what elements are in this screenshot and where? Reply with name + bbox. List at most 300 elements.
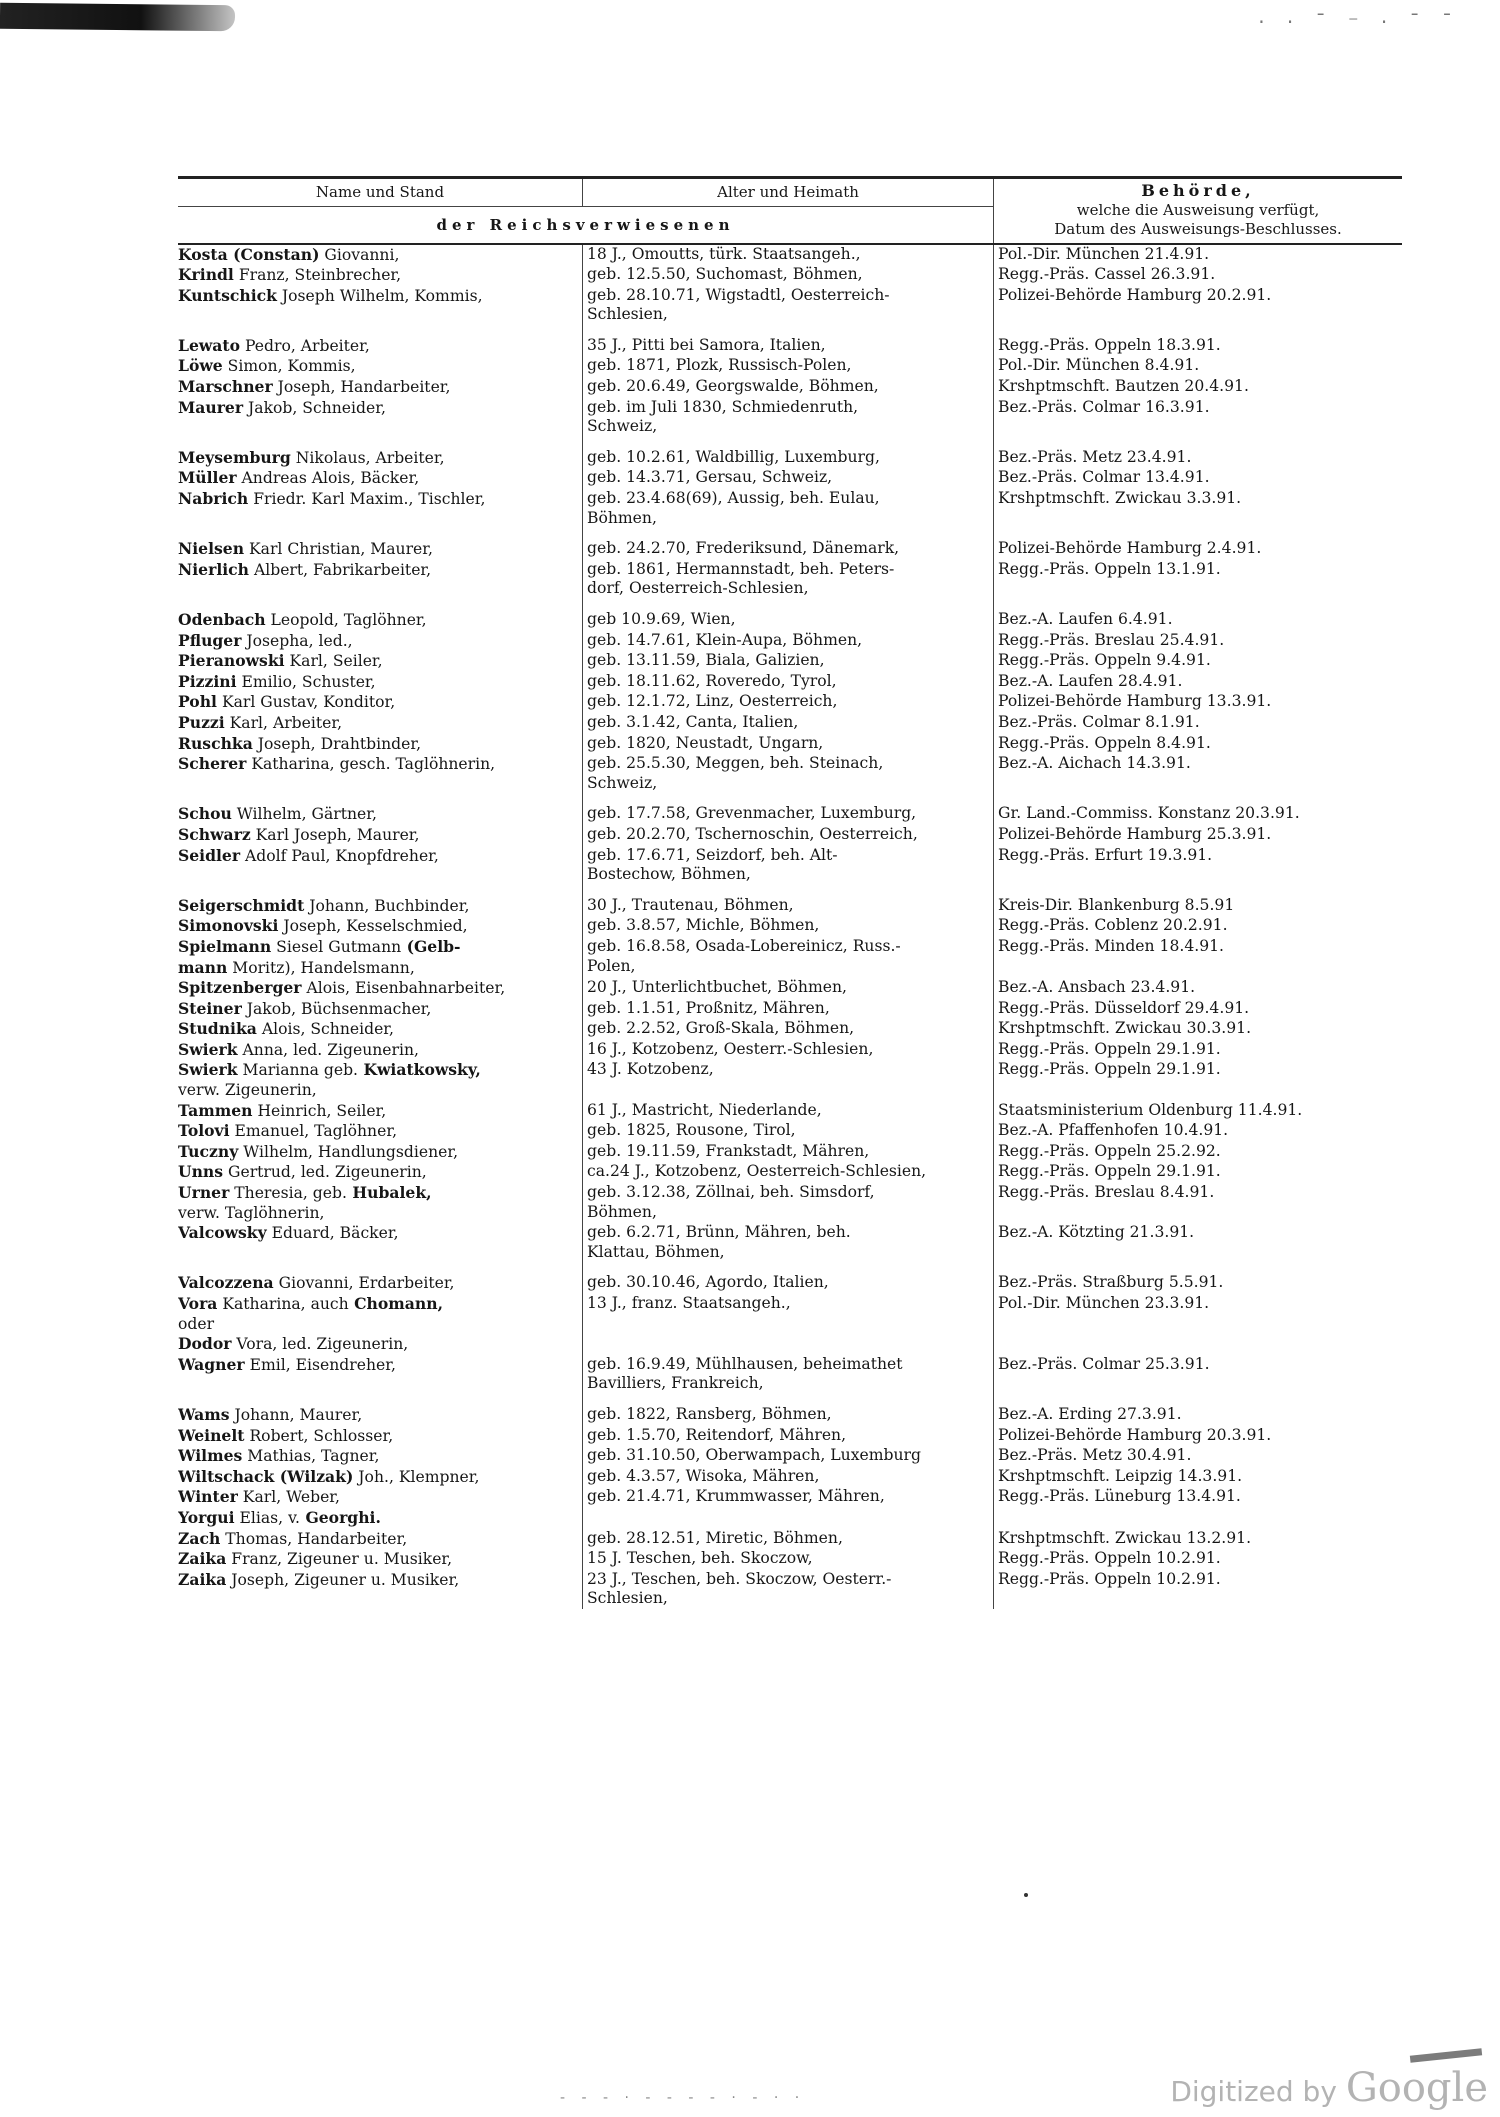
spacer-cell (993, 528, 1402, 539)
header-span-title: der Reichsverwiesenen (436, 216, 735, 235)
authority-cell (993, 1101, 1402, 1122)
age-home-line: Schlesien, (587, 1589, 668, 1608)
name-cell (178, 1529, 582, 1550)
age-home-line: 18 J., Omoutts, türk. Staatsangeh., (587, 244, 861, 263)
given-name-and-status: Karl, Weber, (237, 1488, 340, 1507)
surname: Wams (178, 1404, 230, 1424)
alias-surname-cont: mann (178, 957, 228, 977)
authority-date: Krshptmschft. Zwickau 13.2.91. (998, 1528, 1252, 1547)
authority-cell (993, 631, 1402, 652)
age-home-line: geb. 10.2.61, Waldbillig, Luxemburg, (587, 447, 880, 466)
table-row (178, 1549, 1402, 1570)
age-home-cell (582, 937, 993, 978)
age-home-cell (582, 1446, 993, 1467)
table-row (178, 651, 1402, 672)
table-row (178, 1529, 1402, 1550)
row-spacer (178, 1262, 1402, 1273)
age-home-line: 43 J. Kotzobenz, (587, 1060, 714, 1079)
name-cell (178, 398, 582, 437)
authority-cell (993, 978, 1402, 999)
name-cell (178, 1467, 582, 1488)
authority-date: Regg.-Präs. Oppeln 25.2.92. (998, 1141, 1221, 1160)
table-row (178, 398, 1402, 437)
spacer-cell (582, 437, 993, 448)
name-cell (178, 560, 582, 599)
authority-cell (993, 1121, 1402, 1142)
authority-cell (993, 692, 1402, 713)
name-cell (178, 651, 582, 672)
table-row (178, 1355, 1402, 1394)
given-name-and-status: Karl, Arbeiter, (224, 713, 343, 732)
age-home-cell (582, 978, 993, 999)
name-cell (178, 631, 582, 652)
authority-date: Polizei-Behörde Hamburg 20.3.91. (998, 1425, 1272, 1444)
age-home-cell (582, 754, 993, 793)
row-spacer (178, 1394, 1402, 1405)
authority-date: Regg.-Präs. Oppeln 29.1.91. (998, 1162, 1221, 1181)
row-spacer (178, 599, 1402, 610)
age-home-line: geb. 13.11.59, Biala, Galizien, (587, 651, 825, 670)
name-cell (178, 916, 582, 937)
age-home-cell (582, 468, 993, 489)
table-row (178, 1426, 1402, 1447)
age-home-line: geb. 19.11.59, Frankstadt, Mähren, (587, 1141, 870, 1160)
age-home-cell (582, 560, 993, 599)
surname: Krindl (178, 265, 234, 285)
row-spacer (178, 325, 1402, 336)
given-name-and-status: Katharina, gesch. Taglöhnerin, (246, 755, 496, 774)
name-cell (178, 1101, 582, 1122)
authority-cell (993, 1405, 1402, 1426)
age-home-cell (582, 916, 993, 937)
given-name-and-status: Joseph, Handarbeiter, (272, 378, 451, 397)
given-name-and-status: Joseph, Drahtbinder, (252, 734, 422, 753)
given-name-and-status: Karl, Seiler, (284, 652, 383, 671)
name-cell (178, 846, 582, 885)
age-home-line: geb. 21.4.71, Krummwasser, Mähren, (587, 1487, 885, 1506)
spacer-cell (993, 793, 1402, 804)
age-home-line: dorf, Oesterreich-Schlesien, (587, 579, 809, 598)
given-name-and-status: Giovanni, (319, 245, 400, 264)
age-home-cell (582, 1121, 993, 1142)
name-cell (178, 672, 582, 693)
age-home-line: geb. 1.5.70, Reitendorf, Mähren, (587, 1425, 847, 1444)
google-watermark (1170, 2065, 1488, 2111)
age-home-line: geb. 12.1.72, Linz, Oesterreich, (587, 692, 838, 711)
alias-surname: Chomann, (348, 1294, 444, 1313)
given-name-and-status: Albert, Fabrikarbeiter, (249, 560, 432, 579)
authority-date: Regg.-Präs. Oppeln 29.1.91. (998, 1039, 1221, 1058)
authority-cell (993, 916, 1402, 937)
table-row (178, 448, 1402, 469)
name-cell (178, 937, 582, 978)
authority-date: Bez.-Präs. Metz 23.4.91. (998, 447, 1192, 466)
row-spacer (178, 437, 1402, 448)
given-name-and-status: Josepha, led., (241, 631, 353, 650)
row-spacer (178, 885, 1402, 896)
spacer-cell (582, 885, 993, 896)
surname: Winter (178, 1487, 238, 1507)
age-home-cell (582, 1355, 993, 1394)
authority-cell (993, 1162, 1402, 1183)
authority-cell (993, 560, 1402, 599)
age-home-cell (582, 286, 993, 325)
table-row (178, 1162, 1402, 1183)
name-cell (178, 1355, 582, 1394)
given-name-and-status: Leopold, Taglöhner, (265, 611, 427, 629)
surname: Spielmann (178, 936, 272, 956)
name-cell (178, 1142, 582, 1163)
name-cell (178, 245, 582, 266)
authority-cell (993, 1446, 1402, 1467)
age-home-cell (582, 1040, 993, 1061)
given-name-and-status: Johann, Maurer, (229, 1405, 363, 1424)
authority-date: Pol.-Dir. München 8.4.91. (998, 356, 1200, 375)
header-age-and-home: Alter und Heimath (582, 179, 993, 207)
surname: Pieranowski (178, 651, 285, 671)
table-row (178, 1405, 1402, 1426)
age-home-line: geb. 1.1.51, Proßnitz, Mähren, (587, 998, 830, 1017)
age-home-cell (582, 1183, 993, 1223)
surname: Tolovi (178, 1121, 230, 1141)
given-name-and-status: Mathias, Tagner, (242, 1447, 380, 1466)
authority-cell (993, 937, 1402, 978)
table-row (178, 754, 1402, 793)
table-row (178, 1019, 1402, 1040)
alias-surname: Georghi. (300, 1507, 381, 1527)
surname: Puzzi (178, 712, 225, 732)
surname: Schou (178, 804, 232, 824)
surname: Wilmes (178, 1446, 243, 1466)
surname: Lewato (178, 335, 241, 355)
authority-date: Regg.-Präs. Cassel 26.3.91. (998, 265, 1216, 284)
table-row (178, 804, 1402, 825)
age-home-cell (582, 713, 993, 734)
header-authority-title: Behörde, (1141, 181, 1255, 200)
age-home-line: geb. 23.4.68(69), Aussig, beh. Eulau, (587, 489, 880, 508)
authority-date: Regg.-Präs. Oppeln 10.2.91. (998, 1549, 1221, 1568)
alias-name: Vora, led. Zigeunerin, (231, 1335, 409, 1354)
authority-cell (993, 245, 1402, 266)
age-home-cell (582, 448, 993, 469)
age-home-cell (582, 610, 993, 631)
authority-date: Bez.-A. Laufen 6.4.91. (998, 610, 1173, 628)
name-cell (178, 734, 582, 755)
surname: Nierlich (178, 559, 249, 579)
table-row (178, 1101, 1402, 1122)
name-cell (178, 356, 582, 377)
age-home-line: Schlesien, (587, 305, 668, 324)
given-name-and-status: Franz, Steinbrecher, (233, 266, 402, 285)
authority-cell (993, 825, 1402, 846)
authority-cell (993, 713, 1402, 734)
age-home-line: geb. 17.6.71, Seizdorf, beh. Alt- (587, 845, 838, 864)
age-home-cell (582, 1060, 993, 1100)
name-cell (178, 1446, 582, 1467)
age-home-cell (582, 539, 993, 560)
given-name-and-status: Karl Gustav, Konditor, (216, 693, 396, 712)
name-cell (178, 978, 582, 999)
age-home-line: 20 J., Unterlichtbuchet, Böhmen, (587, 978, 847, 997)
authority-date: Polizei-Behörde Hamburg 2.4.91. (998, 539, 1262, 558)
age-home-line: geb. 3.1.42, Canta, Italien, (587, 712, 799, 731)
given-name-and-status: Siesel Gutmann (271, 937, 402, 956)
given-name-and-status: Franz, Zigeuner u. Musiker, (226, 1550, 453, 1569)
age-home-cell (582, 398, 993, 437)
table-row (178, 672, 1402, 693)
name-cell (178, 1273, 582, 1294)
age-home-line: 35 J., Pitti bei Samora, Italien, (587, 335, 826, 354)
authority-cell (993, 1223, 1402, 1262)
table-row (178, 916, 1402, 937)
authority-date: Bez.-A. Pfaffenhofen 10.4.91. (998, 1121, 1229, 1140)
surname: Nabrich (178, 489, 249, 509)
given-name-and-status: Theresia, geb. (229, 1184, 347, 1203)
authority-cell (993, 734, 1402, 755)
surname: Vora (178, 1294, 218, 1313)
authority-cell (993, 1060, 1402, 1100)
authority-date: Regg.-Präs. Oppeln 29.1.91. (998, 1060, 1221, 1079)
spacer-cell (582, 1394, 993, 1405)
table-row (178, 1446, 1402, 1467)
age-home-cell (582, 631, 993, 652)
age-home-line: geb. 2.2.52, Groß-Skala, Böhmen, (587, 1019, 855, 1038)
name-cell (178, 1223, 582, 1262)
status-cont: oder (178, 1314, 215, 1333)
spacer-cell (993, 437, 1402, 448)
surname: Swierk (178, 1039, 238, 1059)
authority-date: Bez.-A. Laufen 28.4.91. (998, 671, 1183, 690)
surname: Schwarz (178, 824, 251, 844)
name-cell (178, 1183, 582, 1223)
authority-date: Regg.-Präs. Minden 18.4.91. (998, 936, 1225, 955)
age-home-line: 15 J. Teschen, beh. Skoczow, (587, 1549, 813, 1568)
age-home-cell (582, 1426, 993, 1447)
name-cell (178, 1549, 582, 1570)
authority-cell (993, 896, 1402, 917)
given-name-and-status: Karl Joseph, Maurer, (250, 825, 420, 844)
age-home-line: Böhmen, (587, 1202, 657, 1221)
name-cell (178, 286, 582, 325)
header-name-and-status: Name und Stand (178, 179, 582, 207)
age-home-line: Bavilliers, Frankreich, (587, 1374, 764, 1393)
authority-date: Pol.-Dir. München 21.4.91. (998, 244, 1210, 263)
age-home-cell (582, 1294, 993, 1355)
authority-cell (993, 1487, 1402, 1508)
table-row (178, 286, 1402, 325)
authority-date: Kreis-Dir. Blankenburg 8.5.91 (998, 895, 1235, 914)
age-home-line: geb. 25.5.30, Meggen, beh. Steinach, (587, 754, 884, 773)
age-home-cell (582, 999, 993, 1020)
surname: Unns (178, 1162, 224, 1182)
surname: Swierk (178, 1060, 238, 1080)
authority-cell (993, 804, 1402, 825)
surname: Ruschka (178, 733, 253, 753)
authority-cell (993, 489, 1402, 528)
given-name-and-status: Joseph, Zigeuner u. Musiker, (226, 1570, 460, 1589)
given-name-and-status: Adolf Paul, Knopfdreher, (240, 846, 439, 865)
age-home-line: geb. 4.3.57, Wisoka, Mähren, (587, 1466, 820, 1485)
given-name-and-status: Joh., Klempner, (353, 1467, 480, 1486)
age-home-line: geb. 14.3.71, Gersau, Schweiz, (587, 468, 833, 487)
given-name-and-status: Simon, Kommis, (222, 357, 356, 376)
age-home-line: ca.24 J., Kotzobenz, Oesterreich-Schlesien, (587, 1162, 927, 1181)
authority-date: Bez.-Präs. Colmar 8.1.91. (998, 712, 1200, 731)
age-home-line: geb. 1861, Hermannstadt, beh. Peters- (587, 559, 895, 578)
authority-cell (993, 1273, 1402, 1294)
given-name-and-status: Marianna geb. (237, 1061, 359, 1080)
authority-cell (993, 1142, 1402, 1163)
spacer-cell (993, 599, 1402, 610)
age-home-line: Polen, (587, 956, 636, 975)
name-cell (178, 1426, 582, 1447)
name-cell (178, 896, 582, 917)
name-cell (178, 1121, 582, 1142)
authority-date: Bez.-Präs. Metz 30.4.91. (998, 1446, 1192, 1465)
authority-cell (993, 846, 1402, 885)
alias-surname: Dodor (178, 1334, 232, 1354)
age-home-line: geb. 30.10.46, Agordo, Italien, (587, 1273, 829, 1292)
authority-date: Regg.-Präs. Oppeln 8.4.91. (998, 733, 1211, 752)
surname: Spitzenberger (178, 978, 302, 998)
given-name-and-status: Elias, v. (234, 1508, 301, 1527)
spacer-cell (178, 793, 582, 804)
surname: Valcowsky (178, 1223, 267, 1243)
spacer-cell (582, 528, 993, 539)
authority-date: Bez.-A. Ansbach 23.4.91. (998, 978, 1196, 997)
name-cell (178, 713, 582, 734)
spacer-cell (178, 528, 582, 539)
table-row (178, 265, 1402, 286)
authority-cell (993, 999, 1402, 1020)
table-row (178, 999, 1402, 1020)
age-home-cell (582, 1273, 993, 1294)
spacer-cell (993, 885, 1402, 896)
age-home-line: geb. 31.10.50, Oberwampach, Luxemburg (587, 1446, 921, 1465)
age-home-cell (582, 1223, 993, 1262)
table-row (178, 1570, 1402, 1609)
table-row (178, 468, 1402, 489)
age-home-cell (582, 672, 993, 693)
name-cell (178, 1508, 582, 1529)
given-name-and-status: Joseph Wilhelm, Kommis, (276, 286, 483, 305)
name-cell (178, 1040, 582, 1061)
table-row (178, 1040, 1402, 1061)
table-header (178, 176, 1402, 245)
spacer-cell (582, 793, 993, 804)
name-cell (178, 610, 582, 631)
authority-cell (993, 448, 1402, 469)
surname: Marschner (178, 377, 273, 397)
given-name-and-status: Joseph, Kesselschmied, (278, 917, 468, 936)
surname: Yorgui (178, 1507, 235, 1527)
given-name-and-status: Jakob, Büchsenmacher, (241, 999, 432, 1018)
given-name-and-status: Emilio, Schuster, (236, 672, 376, 691)
age-home-cell (582, 1101, 993, 1122)
table-row (178, 1142, 1402, 1163)
given-name-and-status: Karl Christian, Maurer, (244, 540, 433, 559)
status-cont: Moritz), Handelsmann, (227, 958, 415, 977)
table-row (178, 846, 1402, 885)
surname: Pohl (178, 692, 217, 712)
age-home-line: 13 J., franz. Staatsangeh., (587, 1294, 791, 1312)
age-home-line: geb. 14.7.61, Klein-Aupa, Böhmen, (587, 630, 863, 649)
authority-date: Polizei-Behörde Hamburg 13.3.91. (998, 692, 1272, 711)
authority-cell (993, 265, 1402, 286)
age-home-cell (582, 846, 993, 885)
authority-cell (993, 1529, 1402, 1550)
age-home-line: geb. 1825, Rousone, Tirol, (587, 1121, 796, 1140)
given-name-and-status: Alois, Eisenbahnarbeiter, (301, 979, 506, 998)
name-cell (178, 1162, 582, 1183)
spacer-cell (993, 1262, 1402, 1273)
watermark-brand: Google (1345, 2065, 1488, 2111)
name-cell (178, 692, 582, 713)
authority-date: Krshptmschft. Bautzen 20.4.91. (998, 377, 1249, 396)
given-name-and-status: Gertrud, led. Zigeunerin, (223, 1163, 427, 1182)
age-home-line: geb. 1822, Ransberg, Böhmen, (587, 1404, 832, 1423)
surname: Wagner (178, 1354, 245, 1374)
authority-cell (993, 672, 1402, 693)
authority-date: Regg.-Präs. Oppeln 10.2.91. (998, 1569, 1221, 1588)
age-home-cell (582, 336, 993, 357)
table-row (178, 1273, 1402, 1294)
authority-date: Regg.-Präs. Oppeln 18.3.91. (998, 335, 1221, 354)
authority-date: Krshptmschft. Zwickau 3.3.91. (998, 489, 1242, 508)
table-row (178, 896, 1402, 917)
age-home-line: geb. 3.8.57, Michle, Böhmen, (587, 916, 820, 935)
name-cell (178, 1487, 582, 1508)
table-row (178, 734, 1402, 755)
authority-cell (993, 1294, 1402, 1355)
age-home-line: geb. 6.2.71, Brünn, Mähren, beh. (587, 1223, 851, 1242)
authority-date: Krshptmschft. Leipzig 14.3.91. (998, 1466, 1243, 1485)
surname: Müller (178, 468, 237, 488)
age-home-line: 23 J., Teschen, beh. Skoczow, Oesterr.- (587, 1569, 892, 1588)
name-cell (178, 999, 582, 1020)
name-cell (178, 1060, 582, 1100)
surname: Nielsen (178, 539, 245, 559)
name-cell (178, 539, 582, 560)
age-home-cell (582, 1508, 993, 1529)
name-cell (178, 448, 582, 469)
spacer-cell (582, 1262, 993, 1273)
surname: Pizzini (178, 671, 237, 691)
age-home-line: geb. 16.8.58, Osada-Lobereinicz, Russ.- (587, 936, 901, 955)
given-name-and-status: Emanuel, Taglöhner, (229, 1122, 398, 1141)
age-home-line: geb. 28.12.51, Miretic, Böhmen, (587, 1528, 843, 1547)
surname: Simonovski (178, 916, 279, 936)
name-cell (178, 1294, 582, 1355)
table-row (178, 937, 1402, 978)
age-home-cell (582, 489, 993, 528)
authority-cell (993, 1467, 1402, 1488)
authority-cell (993, 1426, 1402, 1447)
alias-surname: Kwiatkowsky, (358, 1060, 481, 1080)
authority-date: Pol.-Dir. München 23.3.91. (998, 1294, 1210, 1312)
surname: Weinelt (178, 1425, 245, 1445)
surname: Valcozzena (178, 1273, 274, 1293)
spacer-cell (178, 599, 582, 610)
age-home-cell (582, 651, 993, 672)
table-row (178, 825, 1402, 846)
name-cell (178, 825, 582, 846)
scan-artifact-mark (1410, 2048, 1482, 2062)
age-home-cell (582, 1405, 993, 1426)
surname: Seigerschmidt (178, 895, 305, 915)
given-name-and-status: Giovanni, Erdarbeiter, (273, 1274, 455, 1293)
spacer-cell (582, 325, 993, 336)
